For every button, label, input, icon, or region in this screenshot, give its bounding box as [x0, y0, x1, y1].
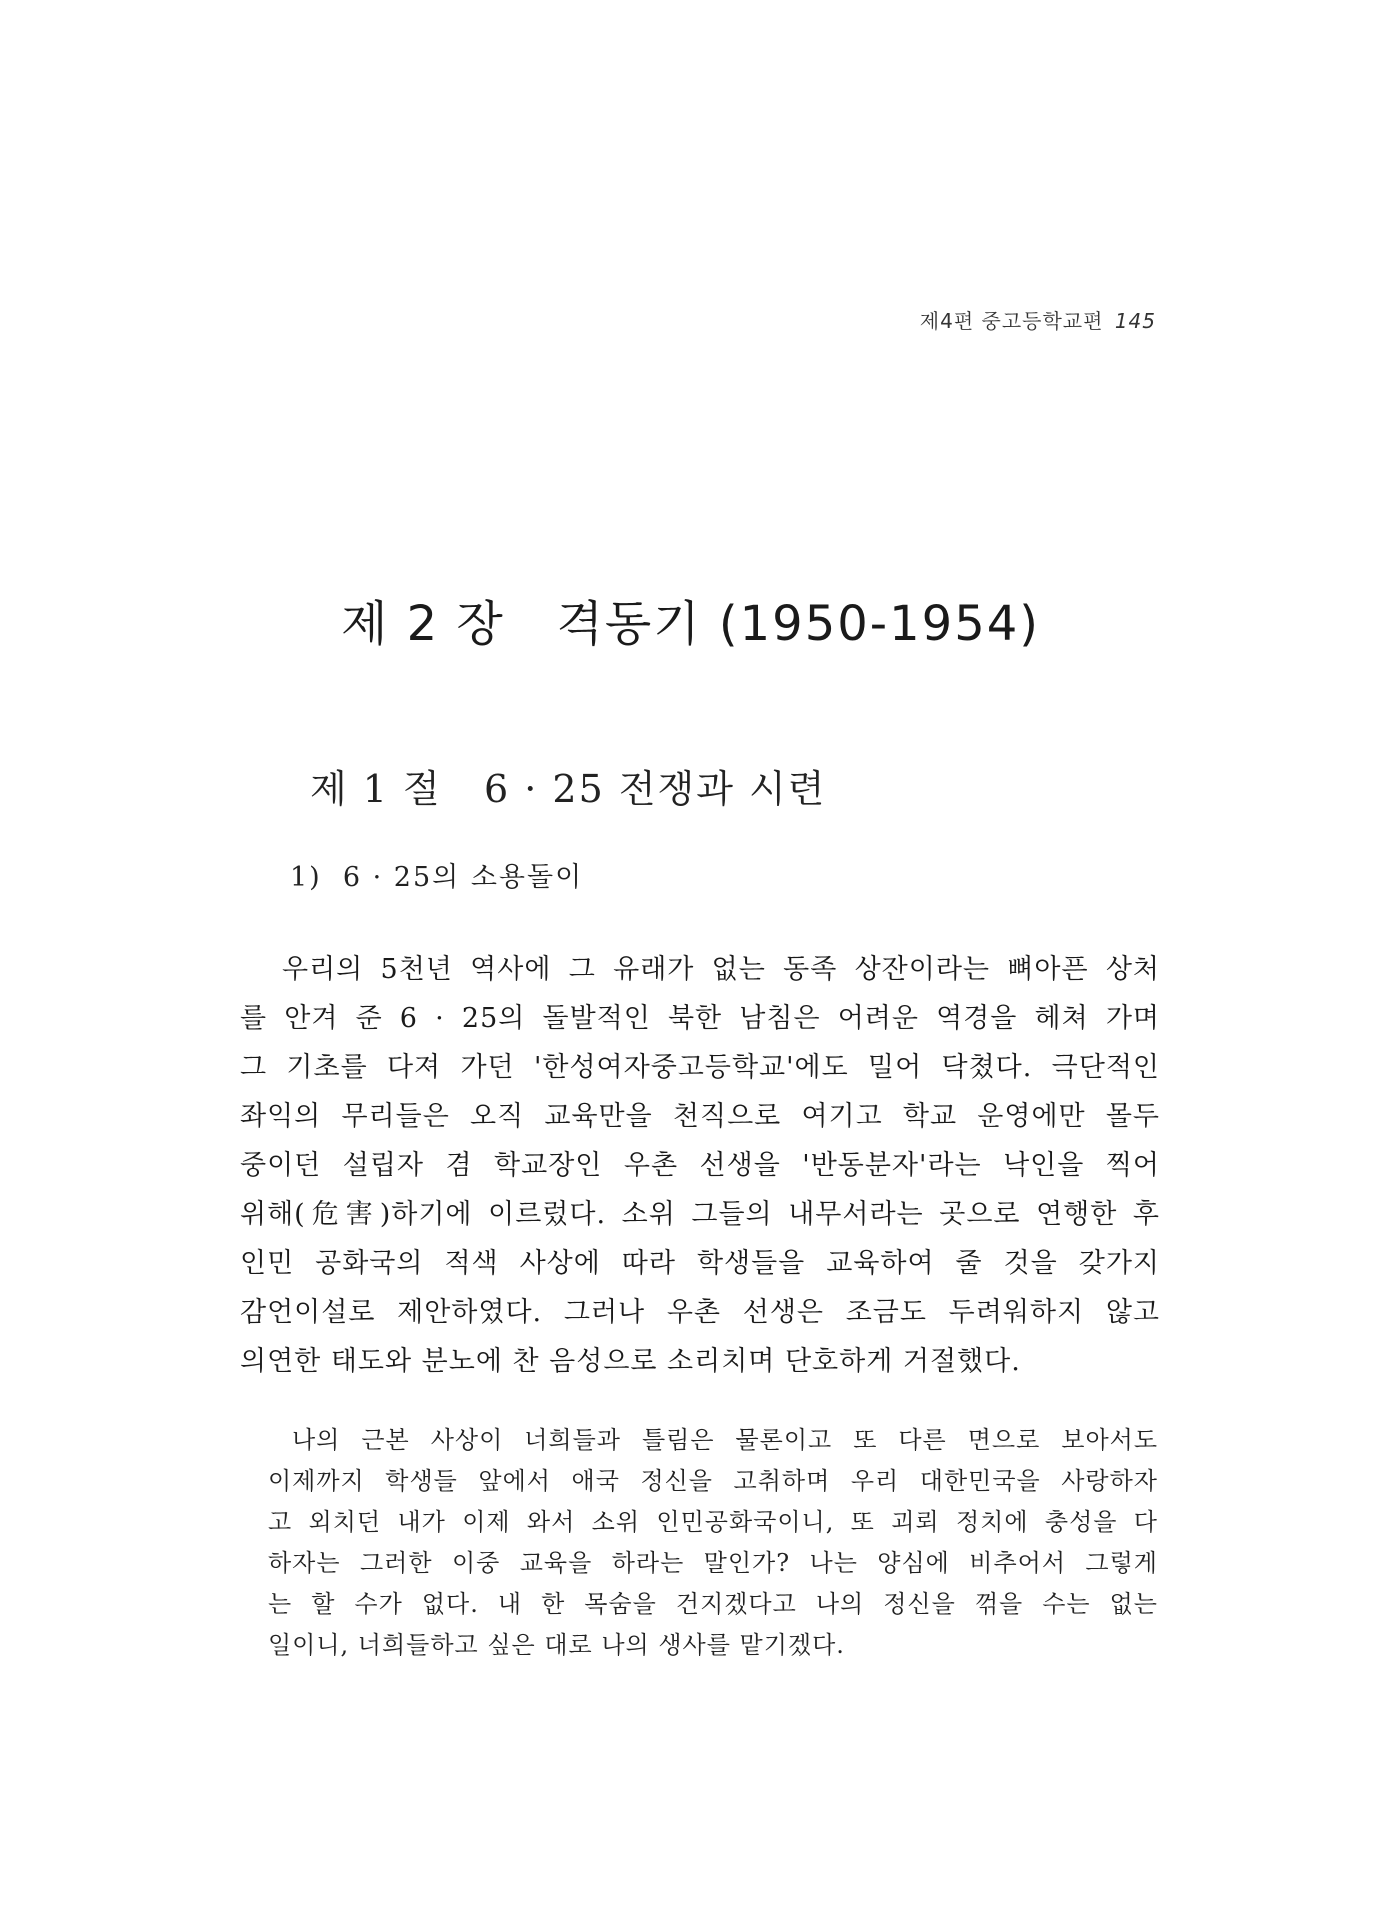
body-line: 우리의 5천년 역사에 그 유래가 없는 동족 상잔이라는 뼈아픈 상처: [282, 954, 1160, 985]
running-header: [920, 305, 1156, 334]
chapter-title-text: 제 2 장 격동기 (1950-1954): [340, 596, 1040, 652]
quote-line: 이제까지 학생들 앞에서 애국 정신을 고취하며 우리 대한민국을 사랑하자: [268, 1467, 1158, 1495]
section-title: [310, 758, 826, 813]
body-line: 를 안겨 준 6 · 25의 돌발적인 북한 남침은 어려운 역경을 헤쳐 가며: [240, 1003, 1160, 1034]
quote-line: 하자는 그러한 이중 교육을 하라는 말인가? 나는 양심에 비추어서 그렇게: [268, 1549, 1158, 1577]
body-paragraph: [240, 945, 1160, 1386]
quote-line: 나의 근본 사상이 너희들과 틀림은 물론이고 또 다른 면으로 보아서도: [292, 1426, 1158, 1454]
quote-line: 는 할 수가 없다. 내 한 목숨을 건지겠다고 나의 정신을 꺾을 수는 없는: [268, 1590, 1158, 1618]
body-line: 중이던 설립자 겸 학교장인 우촌 선생을 '반동분자'라는 낙인을 찍어: [240, 1150, 1160, 1181]
body-line: 위해(危害)하기에 이르렀다. 소위 그들의 내무서라는 곳으로 연행한 후: [240, 1199, 1160, 1230]
page-number: 145: [1114, 309, 1156, 333]
quote-line: 고 외치던 내가 이제 와서 소위 인민공화국이니, 또 괴뢰 정치에 충성을 다: [268, 1508, 1158, 1536]
body-line: 감언이설로 제안하였다. 그러나 우촌 선생은 조금도 두려워하지 않고: [240, 1297, 1160, 1328]
subsection-title: [290, 855, 583, 894]
chapter-title: [0, 585, 1381, 654]
body-line: 좌익의 무리들은 오직 교육만을 천직으로 여기고 학교 운영에만 몰두: [240, 1101, 1160, 1132]
section-title-text: 제 1 절 6 · 25 전쟁과 시련: [310, 767, 827, 811]
body-line: 의연한 태도와 분노에 찬 음성으로 소리치며 단호하게 거절했다.: [240, 1346, 1021, 1377]
quote-paragraph: [268, 1420, 1158, 1666]
quote-line: 일이니, 너희들하고 싶은 대로 나의 생사를 맡기겠다.: [268, 1631, 845, 1659]
running-title: 제4편 중고등학교편: [919, 309, 1104, 333]
body-line: 인민 공화국의 적색 사상에 따라 학생들을 교육하여 줄 것을 갖가지: [240, 1248, 1160, 1279]
body-line: 그 기초를 다져 가던 '한성여자중고등학교'에도 밀어 닥쳤다. 극단적인: [240, 1052, 1160, 1083]
subsection-title-text: 1) 6 · 25의 소용돌이: [290, 862, 584, 893]
